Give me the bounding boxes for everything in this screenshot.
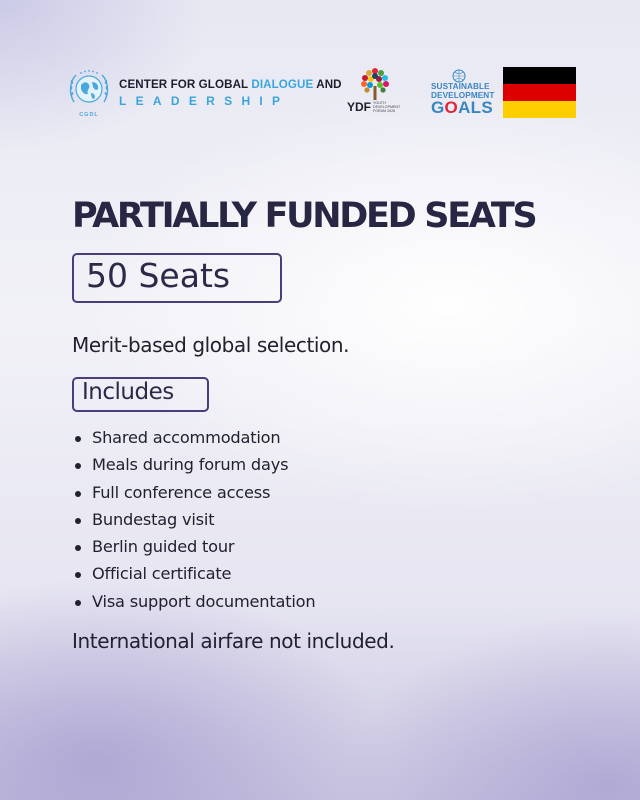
bullet-icon xyxy=(75,545,81,551)
sdg-wheel-o: O xyxy=(444,98,459,117)
flag-stripe-black xyxy=(503,67,576,84)
cgdl-accent-word: DIALOGUE xyxy=(251,78,314,91)
flag-stripe-red xyxy=(503,84,576,101)
list-item: Bundestag visit xyxy=(72,509,315,536)
page-title: PARTIALLY FUNDED SEATS xyxy=(72,196,536,236)
list-item: Meals during forum days xyxy=(72,454,315,481)
ydf-tree-icon xyxy=(357,66,393,102)
bullet-icon xyxy=(75,463,81,469)
bullet-icon xyxy=(75,436,81,442)
bullet-icon xyxy=(75,600,81,606)
partner-logos xyxy=(0,0,640,130)
list-item: Berlin guided tour xyxy=(72,536,315,563)
bullet-icon xyxy=(75,572,81,578)
list-item: Shared accommodation xyxy=(72,427,315,454)
sdg-line1: SUSTAINABLE xyxy=(431,82,490,91)
includes-list xyxy=(72,427,315,618)
sdg-line2: DEVELOPMENT xyxy=(431,91,495,100)
cgdl-emblem-text: CGDL xyxy=(79,112,99,118)
germany-flag-icon xyxy=(503,67,576,118)
ydf-label: YDF xyxy=(347,100,371,114)
cgdl-globe-emblem-icon xyxy=(66,68,112,118)
seats-count: 50 Seats xyxy=(86,256,231,295)
includes-label: Includes xyxy=(82,379,174,405)
flag-stripe-gold xyxy=(503,101,576,118)
list-item: Visa support documentation xyxy=(72,591,315,618)
list-item: Full conference access xyxy=(72,482,315,509)
bullet-icon xyxy=(75,491,81,497)
airfare-note: International airfare not included. xyxy=(72,629,395,653)
list-item: Official certificate xyxy=(72,563,315,590)
selection-subtitle: Merit-based global selection. xyxy=(72,333,350,357)
bullet-icon xyxy=(75,518,81,524)
cgdl-name-line2: LEADERSHIP xyxy=(119,94,290,108)
cgdl-name-line1: CENTER FOR GLOBAL DIALOGUE AND xyxy=(119,78,342,91)
sdg-goals-word: GOALS xyxy=(431,98,493,117)
ydf-subtitle: YOUTH DEVELOPMENT FORUM 2026 xyxy=(373,101,401,113)
